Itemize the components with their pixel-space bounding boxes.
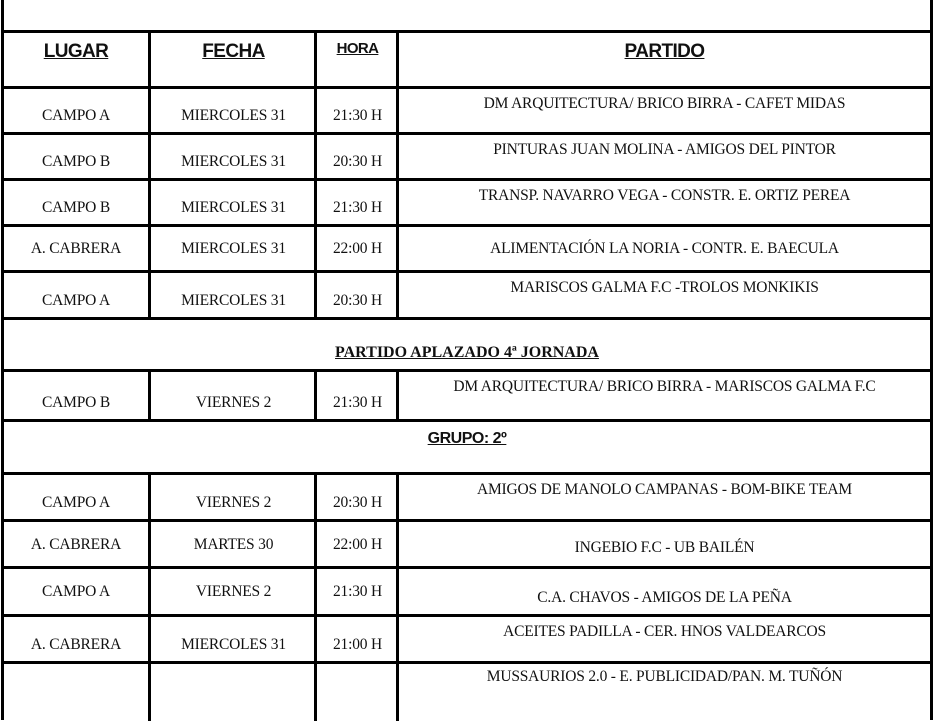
cell-fecha: MIERCOLES 31 [148, 181, 316, 225]
cell-lugar: CAMPO A [42, 292, 110, 309]
group2-title: GRUPO: 2º [427, 430, 507, 447]
cell-partido: C.A. CHAVOS - AMIGOS DE LA PEÑA [396, 569, 930, 615]
cell-fecha: MIERCOLES 31 [148, 617, 316, 662]
cell-fecha: VIERNES 2 [148, 569, 316, 615]
table-row [4, 369, 930, 420]
cell-fecha: VIERNES 2 [148, 475, 316, 520]
cell-partido: TRANSP. NAVARRO VEGA - CONSTR. E. ORTIZ PEREA [396, 181, 930, 225]
cell-hora: 20:30 H [314, 273, 398, 318]
cell-hora: 21:30 H [314, 89, 398, 133]
cell-lugar: A. CABRERA [30, 636, 122, 653]
cell-hora: 20:30 H [314, 475, 398, 520]
cell-partido: MUSSAURIOS 2.0 - E. PUBLICIDAD/PAN. M. TUÑÓN [396, 664, 930, 721]
cell-lugar: CAMPO B [42, 153, 110, 170]
table-row [4, 519, 930, 567]
postponed-title: PARTIDO APLAZADO 4ª JORNADA [335, 344, 599, 361]
cell-hora: 21:30 H [314, 372, 398, 420]
cell-lugar: CAMPO A [42, 583, 110, 600]
cell-hora [314, 664, 398, 721]
cell-hora: 22:00 H [314, 227, 398, 271]
header-row [4, 30, 930, 88]
cell-partido: DM ARQUITECTURA/ BRICO BIRRA - MARISCOS GALMA F.C [396, 372, 930, 420]
cell-partido: MARISCOS GALMA F.C -TROLOS MONKIKIS [396, 273, 930, 318]
cell-lugar: CAMPO B [42, 394, 110, 411]
cell-fecha: MIERCOLES 31 [148, 227, 316, 271]
group1-title-row [4, 0, 930, 31]
cell-lugar: CAMPO A [42, 494, 110, 511]
cell-hora: 20:30 H [314, 135, 398, 179]
table-row [4, 132, 930, 179]
table-row [4, 224, 930, 271]
cell-hora: 21:00 H [314, 617, 398, 662]
cell-fecha [148, 664, 316, 721]
cell-fecha: MIERCOLES 31 [148, 135, 316, 179]
table-row [4, 661, 930, 721]
cell-partido: INGEBIO F.C - UB BAILÉN [396, 522, 930, 567]
cell-lugar: CAMPO B [42, 199, 110, 216]
column-header-lugar: LUGAR [43, 41, 109, 62]
table-row [4, 566, 930, 615]
table-row [4, 86, 930, 133]
cell-partido: DM ARQUITECTURA/ BRICO BIRRA - CAFET MIDAS [396, 89, 930, 133]
cell-partido: ALIMENTACIÓN LA NORIA - CONTR. E. BAECULA [396, 227, 930, 271]
cell-lugar: A. CABRERA [30, 535, 122, 553]
table-row [4, 178, 930, 225]
cell-hora: 21:30 H [314, 181, 398, 225]
group2-section-row [4, 419, 930, 473]
column-header-partido: PARTIDO [396, 33, 930, 88]
cell-fecha: MIERCOLES 31 [148, 89, 316, 133]
table-row [4, 614, 930, 662]
cell-lugar: CAMPO A [42, 107, 110, 124]
column-header-fecha: FECHA [148, 33, 316, 88]
cell-fecha: VIERNES 2 [148, 372, 316, 420]
cell-partido: ACEITES PADILLA - CER. HNOS VALDEARCOS [396, 617, 930, 662]
column-header-hora: HORA [314, 33, 398, 88]
cell-fecha: MARTES 30 [148, 522, 316, 567]
table-row [4, 270, 930, 318]
cell-lugar [4, 664, 148, 721]
group1-title [4, 0, 930, 30]
cell-lugar: A. CABRERA [30, 240, 122, 257]
cell-hora: 22:00 H [314, 522, 398, 567]
table-row [4, 472, 930, 520]
fixture-table [1, 0, 933, 720]
cell-partido: AMIGOS DE MANOLO CAMPANAS - BOM-BIKE TEAM [396, 475, 930, 520]
cell-hora: 21:30 H [314, 569, 398, 615]
cell-fecha: MIERCOLES 31 [148, 273, 316, 318]
cell-partido: PINTURAS JUAN MOLINA - AMIGOS DEL PINTOR [396, 135, 930, 179]
postponed-section-row [4, 317, 930, 370]
